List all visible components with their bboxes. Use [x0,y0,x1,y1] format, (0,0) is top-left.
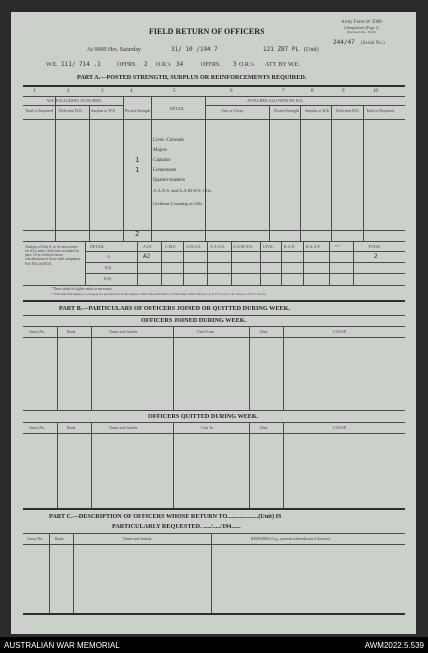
rank-label: Civilians Counting as Offs. [153,201,204,206]
part-c-header: Army No. [27,536,44,541]
col-line [91,326,92,410]
col-number: 1 [33,89,36,94]
col-number: 4 [130,89,133,94]
footnote: ** Personnel belonging to a category not provided for in the analysis will be shown in this Col. Particulars will be shown e.g. N.Z. Forces, U.K. Forces or N.E.I. Forces. [51,292,267,296]
col-number: 5 [173,89,176,94]
rule [23,613,405,615]
rule [23,315,405,316]
col-line [260,241,261,285]
col-line [161,241,162,285]
posted-total: 2 [135,230,140,238]
report-year: 7 [214,46,218,53]
analysis-header: C.M.F. [165,244,177,249]
col-line [137,241,138,285]
captains-posted: 1 [135,156,140,164]
col-line [85,241,86,285]
subhdr-total-required-2: Total to Required [366,108,394,113]
rule [23,533,405,534]
offrs-label: OFFRS. [117,62,137,68]
col-line [73,533,74,613]
col-line [231,241,232,285]
col-line [207,241,208,285]
lieutenants-posted: 1 [135,166,140,174]
col-line [363,105,364,241]
analysis-header: * * [335,244,340,249]
subhdr-deficient-2: Deficient W.E. [336,108,360,113]
analysis-row-label: E(i) [105,265,112,270]
rule [23,410,405,411]
col-number: 8 [311,89,314,94]
rank-label: Captains [153,158,171,163]
analysis-header: CIVIL [263,244,274,249]
analysis-note: Analysis of Part A. to be shown here for ALL units. Only units included in para. 10 or reinforce-ment consideration of those with companies Part E(i) and E(ii). [25,245,81,266]
analysis-header: R.A.N. [284,244,296,249]
rule [23,508,405,510]
analysis-header: A.A.N.S. [210,244,225,249]
rule [23,285,405,286]
ors-label: O.R.'s [156,62,171,68]
col-line [249,422,250,508]
subhdr-surplus: Surplus to W.E. [91,108,117,113]
rule [23,85,405,87]
col-line [269,105,270,241]
rule [85,251,405,252]
ors-value: 34 [176,61,184,68]
rank-label: Lieutenants [153,168,177,173]
col-line [329,241,330,285]
unit-name: 121 ZBT PL [263,46,300,53]
part-b-title: PART B.—PARTICULARS OF OFFICERS JOINED OR QUITTED DURING WEEK. [59,305,290,312]
joined-title: OFFICERS JOINED DURING WEEK. [141,317,247,324]
col-line [55,96,56,241]
rank-label: Lieut.-Colonels [153,138,185,143]
we-value: 111/ 714 .1 [61,61,101,68]
col-number: 2 [67,89,70,94]
joined-header: Date [260,329,268,334]
col-line [283,326,284,410]
joined-header: Army No. [29,329,46,334]
joined-header: Name and Initials [109,329,138,334]
rank-label: A.A.N.S. and A.A.M.W.S. Offs. [153,188,213,193]
army-form-adaptation: (Adaptation) (Page 1) [344,25,379,30]
ors2-label: O.R.'s [239,62,254,68]
form-sheet [11,12,416,634]
aif-value: A2 [143,253,151,260]
offrs-value: 2 [144,61,148,68]
quitted-header: Rank [67,425,76,430]
rule [23,433,405,434]
col-line [57,326,58,410]
subhdr-posted: Posted Strength [125,108,151,113]
footer-accession-number: AWM2022.5.539 [364,641,424,650]
col-number: 9 [342,89,345,94]
rule [23,119,405,120]
col-line [249,326,250,410]
analysis-header: A.W.A.S. [186,244,202,249]
form-title: FIELD RETURN OF OFFICERS [149,27,265,36]
rule [23,337,405,338]
col-line [151,96,152,241]
col-number: 6 [230,89,233,94]
subhdr-detail: DETAIL [170,106,185,111]
subhdr-arm-corps: Arm or Corps [221,108,244,113]
part-c-header: Rank [55,536,64,541]
col-line [183,241,184,285]
analysis-header: A.I.F. [143,244,153,249]
part-c-title: PART C.—DESCRIPTION OF OFFICERS WHOSE RETURN TO....................(Unit) IS [49,513,282,520]
col-line [57,422,58,508]
part-a-title: PART A.—POSTED STRENGTH, SURPLUS OR REINFORCEMENTS REQUIRED. [77,74,307,81]
col-number: 10 [373,89,378,94]
rule [85,273,405,274]
quitted-header: Date [260,425,268,430]
joined-header: Unit From [197,329,214,334]
col-number: 7 [282,89,285,94]
rule [205,105,405,106]
col-line [173,326,174,410]
analysis-header: A.A.M.W.S. [233,244,253,249]
col-line [89,105,90,241]
col-line [331,105,332,241]
subhdr-total-required: Total to Required [25,108,53,113]
rule [23,326,405,327]
col-line [281,241,282,285]
col-line [211,533,212,613]
offrs2-label: OFFRS. [201,62,221,68]
quitted-header: Army No. [29,425,46,430]
col-line [353,241,354,285]
col-number: 3 [101,89,104,94]
analysis-header: DETAIL [90,244,105,249]
quitted-header: Name and Initials [109,425,138,430]
time-prefix: At 0600 Hrs. Saturday [87,47,141,53]
part-c-subtitle: PARTICULARLY REQUESTED. ...../...../194...... [112,523,241,530]
subhdr-posted-2: Posted Strength [274,108,300,113]
part-c-header: Name and Initials [123,536,152,541]
rule [23,300,405,302]
we-excluding-header: W.E. EXCLUDING ATTACHED [47,98,101,103]
joined-header: Rank [67,329,76,334]
rank-label: Quarter-masters [153,178,186,183]
rule [23,230,405,231]
part-c-header: REMARKS (e.g., present whereabouts if known). [251,536,331,541]
serial-label: (Serial No.) [361,41,385,46]
serial-number: 244/47 [333,39,355,46]
unit-label: (Unit) [304,47,319,53]
attached-allowed-header: ATTACHED ALLOWED BY W.E. [247,98,304,103]
col-line [91,422,92,508]
report-date: 31/ 10 /194 [171,46,211,53]
col-line [49,533,50,613]
army-form-number: Army Form W 3008 [341,20,382,25]
quitted-header: CAUSE [333,425,347,430]
analysis-row-label: A [107,254,110,259]
col-line [205,96,206,241]
rule [23,241,405,242]
rank-label: Majors [153,148,168,153]
analysis-total: 2 [374,253,378,260]
col-line [283,422,284,508]
rule [23,422,405,423]
rule [85,262,405,263]
subhdr-deficient: Deficient W.E. [59,108,83,113]
col-line [123,96,124,241]
analysis-row-label: E(ii) [104,276,112,281]
footnote: * Draw detail of higher ranks as necessary. [51,287,113,291]
att-label: ATT. BY W.E. [265,62,300,68]
rule [23,544,405,545]
analysis-header: TOTAL [368,244,381,249]
army-form-revision: (Revised Jan., 1943) [347,30,376,34]
quitted-header: Unit To [201,425,214,430]
quitted-title: OFFICERS QUITTED DURING WEEK. [148,413,259,420]
ors2-value: 3 [233,61,237,68]
subhdr-surplus-2: Surplus to W.E. [305,108,331,113]
footer-institution: AUSTRALIAN WAR MEMORIAL [4,641,120,650]
joined-header: CAUSE [333,329,347,334]
rule [23,105,124,106]
col-line [300,105,301,241]
col-line [173,422,174,508]
rule [23,96,405,97]
we-label: W.E. [46,62,58,68]
analysis-header: R.A.A.F. [306,244,321,249]
archive-footer [0,637,428,653]
col-line [303,241,304,285]
